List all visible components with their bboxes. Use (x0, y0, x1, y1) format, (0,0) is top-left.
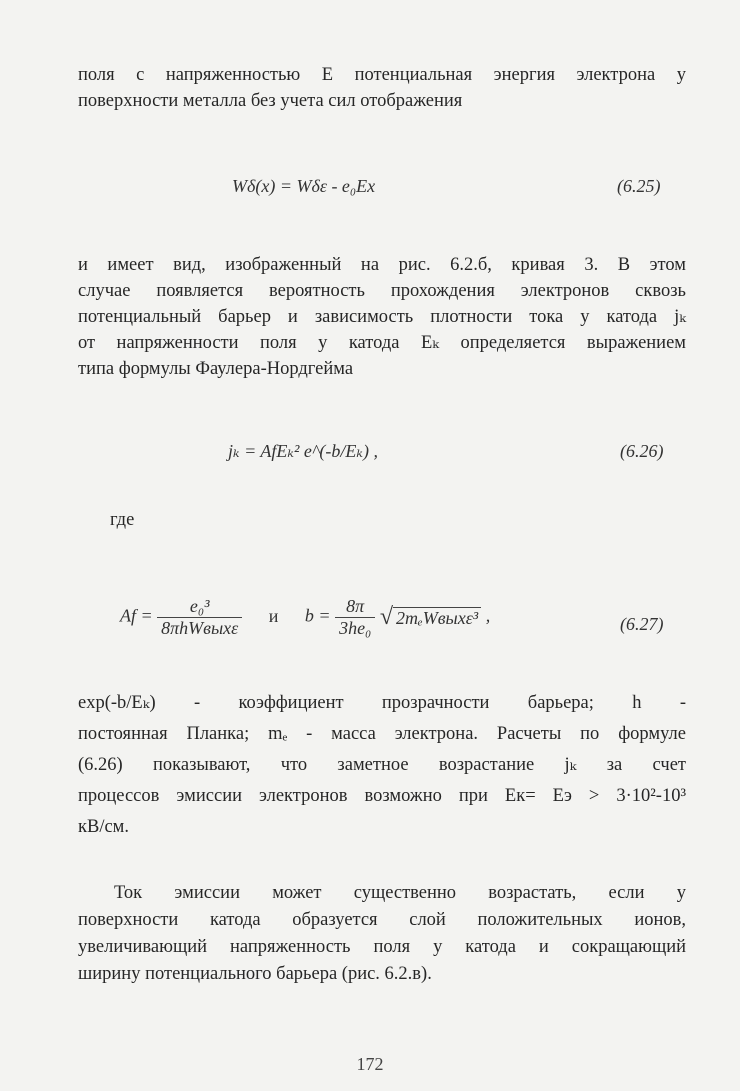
word-where: где (110, 510, 135, 530)
text-line: потенциальный барьер и зависимость плотности тока у катода jₖ (78, 307, 686, 327)
text-line: случае появляется вероятность прохождения электронов сквозь (78, 281, 686, 301)
b-denominator: 3he₀ (339, 618, 372, 638)
page-number: 172 (356, 1054, 384, 1074)
text-line: типа формулы Фаулера-Нордгейма (78, 359, 354, 379)
af-label: Af = (120, 605, 153, 626)
equation-number-6-27: (6.27) (620, 614, 664, 634)
text-line: постоянная Планка; mₑ - масса электрона. Расчеты по формуле (78, 724, 686, 744)
text-line: от напряженности поля у катода Eₖ определяется выражением (78, 333, 686, 353)
af-numerator: e₀³ (157, 596, 242, 618)
b-root-content: 2mₑWвыхε³ (393, 607, 481, 628)
text-line: и имеет вид, изображенный на рис. 6.2.б, кривая 3. В этом (78, 255, 686, 275)
b-root (380, 604, 481, 631)
b-numerator: 8π (335, 596, 375, 618)
text-line: процессов эмиссии электронов возможно при Eк= Eэ > 3·10²-10³ (78, 786, 686, 806)
text-line: кВ/см. (78, 817, 130, 837)
eq627-comma: , (485, 605, 491, 626)
paragraph-3 (78, 688, 686, 843)
equation-6-27 (120, 596, 490, 639)
text-line: exp(-b/Eₖ) - коэффициент прозрачности барьера; h - (78, 693, 686, 713)
b-fraction (335, 596, 375, 639)
equation-number-6-25: (6.25) (617, 176, 661, 196)
text-line: поверхности катода образуется слой положительных ионов, (78, 910, 686, 930)
text-line: увеличивающий напряженность поля у катода и сокращающий (78, 937, 686, 957)
equation-6-26: jₖ = AfEₖ² e^(-b/Eₖ) , (228, 441, 378, 461)
text-line: поля с напряженностью E потенциальная энергия электрона у (78, 65, 686, 85)
af-denominator: 8πhWвыхε (161, 618, 239, 638)
paragraph-4 (78, 880, 686, 988)
paragraph-1 (78, 62, 686, 114)
equation-number-6-26: (6.26) (620, 441, 664, 461)
sqrt-icon: √ (379, 604, 393, 630)
equation-6-25: Wδ(x) = Wδε - e₀Ex (232, 176, 376, 196)
text-line: ширину потенциального барьера (рис. 6.2.в). (78, 964, 432, 984)
text-line: поверхности металла без учета сил отображения (78, 91, 463, 111)
text-line: (6.26) показывают, что заметное возрастание jₖ за счет (78, 755, 686, 775)
paragraph-2 (78, 252, 686, 382)
af-fraction (157, 596, 242, 639)
b-label: b = (304, 605, 331, 626)
text-line: Ток эмиссии может существенно возрастать, если у (114, 883, 686, 903)
and-word: и (268, 605, 279, 626)
